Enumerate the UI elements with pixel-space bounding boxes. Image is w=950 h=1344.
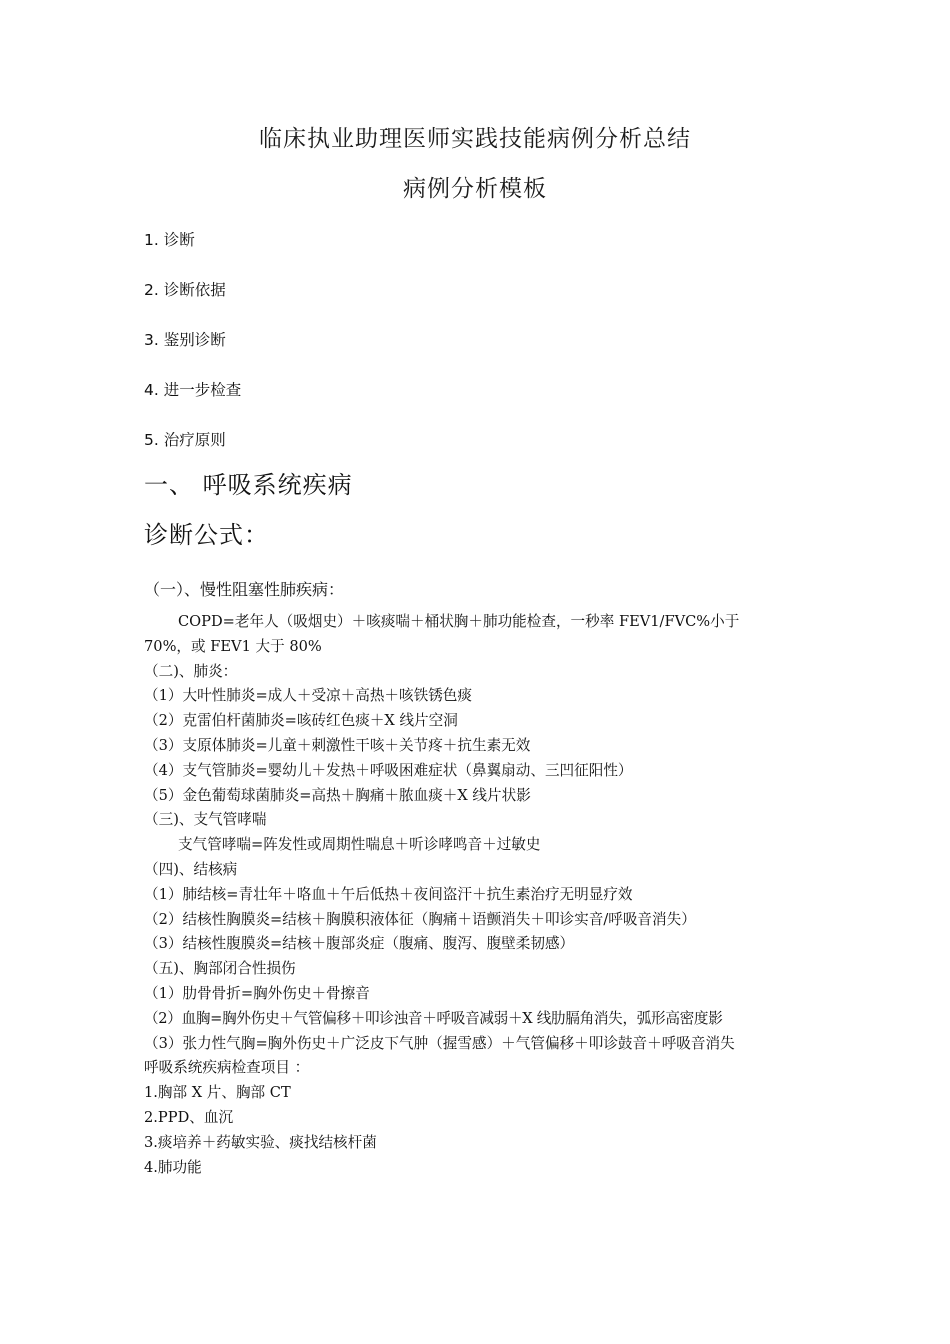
text-line: （4）支气管肺炎=婴幼儿＋发热＋呼吸困难症状（鼻翼扇动、三凹征阳性） bbox=[144, 761, 633, 779]
text-line: （四)、结核病 bbox=[144, 860, 238, 878]
text-line: 支气管哮喘=阵发性或周期性喘息＋听诊哮鸣音＋过敏史 bbox=[178, 836, 541, 854]
template-item-differential: 3. 鉴别诊断 bbox=[144, 331, 226, 349]
document-subtitle: 病例分析模板 bbox=[403, 176, 547, 202]
text-line: 2.PPD、血沉 bbox=[144, 1108, 234, 1126]
document-title: 临床执业助理医师实践技能病例分析总结 bbox=[259, 126, 691, 152]
text-line: COPD=老年人（吸烟史）＋咳痰喘＋桶状胸＋肺功能检查，一秒率 FEV1/FVC%小于 bbox=[178, 613, 740, 630]
text-line: （2）血胸=胸外伤史＋气管偏移＋叩诊浊音＋呼吸音减弱＋X 线肋膈角消失，弧形高密度影 bbox=[144, 1009, 723, 1027]
text-line: （三)、支气管哮喘 bbox=[144, 811, 267, 829]
text-line: （3）张力性气胸=胸外伤史＋广泛皮下气肿（握雪感）＋气管偏移＋叩诊鼓音＋呼吸音消失 bbox=[144, 1034, 735, 1052]
text-line: 3.痰培养＋药敏实验、痰找结核杆菌 bbox=[144, 1133, 377, 1151]
text-line: （5）金色葡萄球菌肺炎=高热＋胸痛＋脓血痰＋X 线片状影 bbox=[144, 786, 531, 804]
text-line: 1.胸部 X 片、胸部 CT bbox=[144, 1084, 291, 1102]
content-body bbox=[144, 610, 814, 1180]
template-item-treatment: 5. 治疗原则 bbox=[144, 431, 226, 449]
text-line: （1）肺结核=青壮年＋咯血＋午后低热＋夜间盗汗＋抗生素治疗无明显疗效 bbox=[144, 885, 633, 903]
text-line: （2）克雷伯杆菌肺炎=咳砖红色痰＋X 线片空洞 bbox=[144, 712, 458, 730]
text-line: （3）结核性腹膜炎=结核＋腹部炎症（腹痛、腹泻、腹壁柔韧感） bbox=[144, 935, 575, 953]
template-item-further-exam: 4. 进一步检查 bbox=[144, 381, 242, 399]
copd-heading: （一）、慢性阻塞性肺疾病： bbox=[144, 580, 345, 599]
text-line: （1）肋骨骨折=胸外伤史＋骨擦音 bbox=[144, 984, 370, 1002]
text-line: 4.肺功能 bbox=[144, 1158, 202, 1176]
text-line: （五)、胸部闭合性损伤 bbox=[144, 960, 296, 978]
text-line: （2）结核性胸膜炎=结核＋胸膜积液体征（胸痛＋语颤消失＋叩诊实音/呼吸音消失） bbox=[144, 910, 696, 928]
text-line: （3）支原体肺炎=儿童＋刺激性干咳＋关节疼＋抗生素无效 bbox=[144, 736, 531, 754]
template-item-diagnosis: 1. 诊断 bbox=[144, 231, 195, 249]
text-line: 70%，或 FEV1 大于 80% bbox=[144, 637, 322, 655]
section-heading: 一、 呼吸系统疾病 bbox=[144, 471, 353, 499]
text-line: （二)、肺炎： bbox=[144, 662, 238, 680]
text-line: （1）大叶性肺炎=成人＋受凉＋高热＋咳铁锈色痰 bbox=[144, 687, 472, 705]
formula-heading: 诊断公式： bbox=[144, 521, 269, 549]
template-item-diagnosis-basis: 2. 诊断依据 bbox=[144, 281, 226, 299]
text-line: 呼吸系统疾病检查项目 ： bbox=[144, 1059, 310, 1077]
